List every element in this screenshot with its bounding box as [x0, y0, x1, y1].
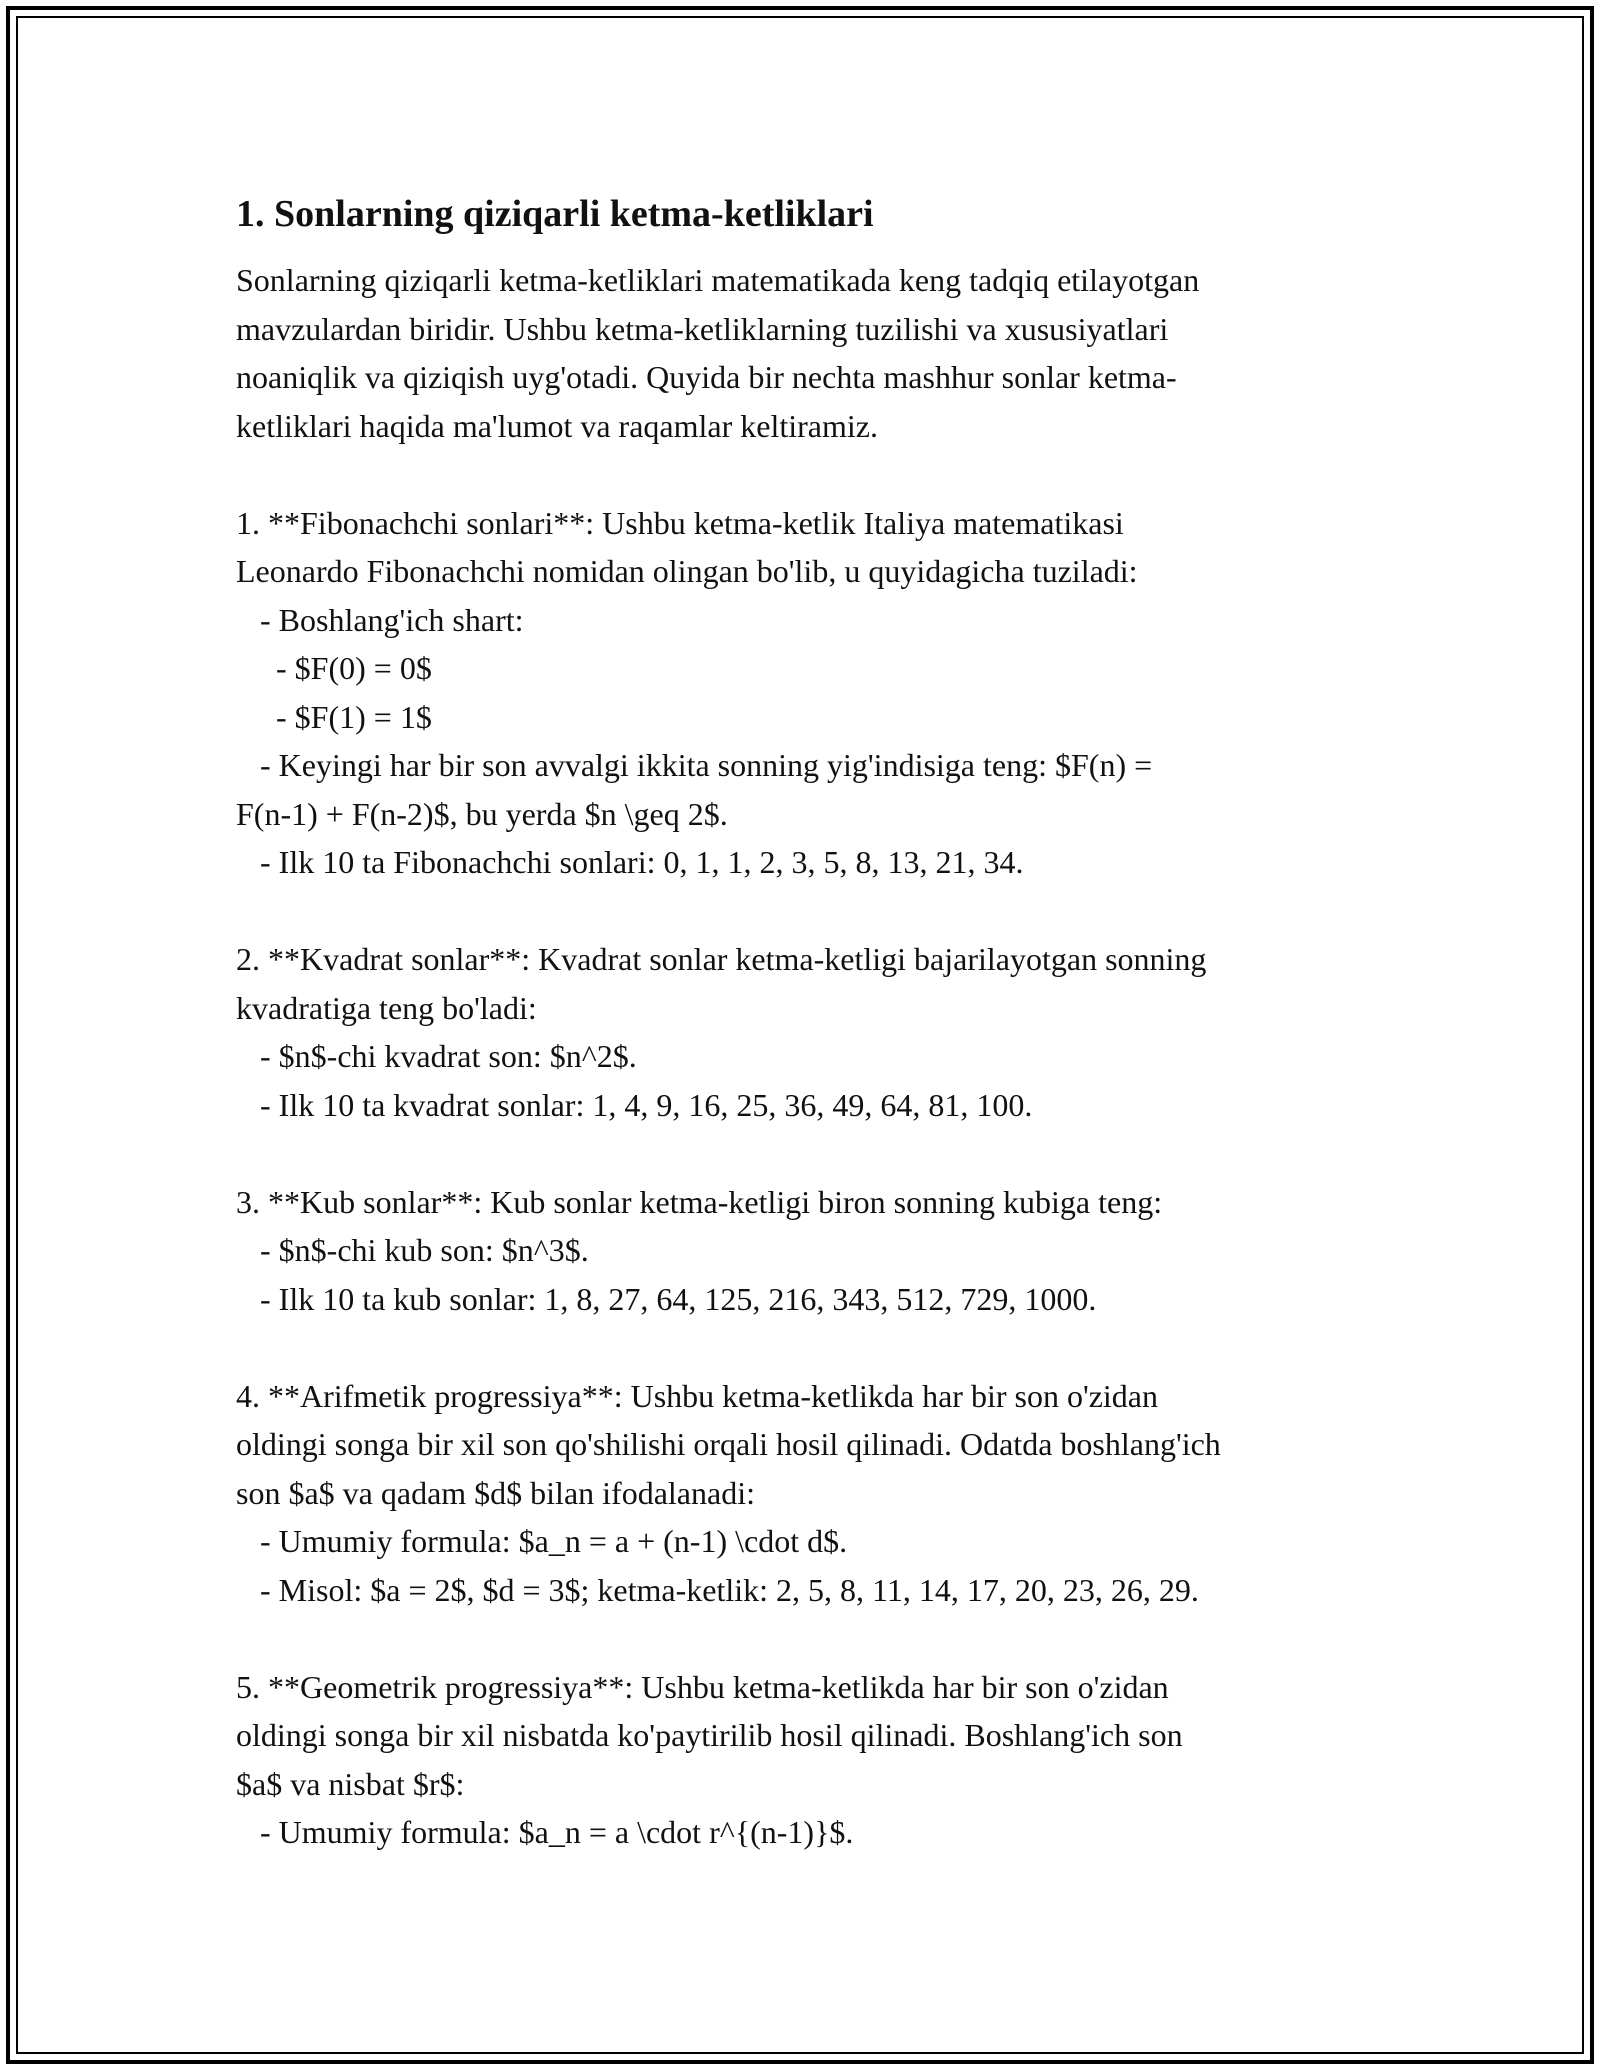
text-line: oldingi songa bir xil son qo'shilishi orqali hosil qilinadi. Odatda boshlang'ich [236, 1426, 1221, 1462]
paragraph-gap [236, 1129, 1376, 1178]
paragraph-gap [236, 450, 1376, 499]
text-line: - Misol: $a = 2$, $d = 3$; ketma-ketlik: 2, 5, 8, 11, 14, 17, 20, 23, 26, 29. [236, 1571, 1199, 1608]
text-line: oldingi songa bir xil nisbatda ko'paytirilib hosil qilinadi. Boshlang'ich son [236, 1717, 1183, 1753]
text-line: - Ilk 10 ta kvadrat sonlar: 1, 4, 9, 16, 25, 36, 49, 64, 81, 100. [236, 1086, 1033, 1123]
text-line: mavzulardan biridir. Ushbu ketma-ketliklarning tuzilishi va xususiyatlari [236, 310, 1169, 347]
text-line: 3. **Kub sonlar**: Kub sonlar ketma-ketligi biron sonning kubiga teng: [236, 1183, 1163, 1220]
text-line: - Umumiy formula: $a_n = a + (n-1) \cdot d$. [236, 1523, 848, 1559]
text-line: son $a$ va qadam $d$ bilan ifodalanadi: [236, 1474, 755, 1511]
section-square-numbers [236, 935, 1376, 1129]
document-title: 1. Sonlarning qiziqarli ketma-ketliklari [236, 193, 874, 235]
section-geometric-progression [236, 1663, 1376, 1857]
text-line: noaniqlik va qiziqish uyg'otadi. Quyida bir nechta mashhur sonlar ketma- [236, 359, 1177, 395]
text-line: kvadratiga teng bo'ladi: [236, 989, 537, 1026]
text-line: Sonlarning qiziqarli ketma-ketliklari matematikada keng tadqiq etilayotgan [236, 262, 1200, 298]
paragraph-gap [236, 887, 1376, 936]
text-line: - $n$-chi kub son: $n^3$. [236, 1232, 589, 1268]
text-line: 4. **Arifmetik progressiya**: Ushbu ketma-ketlikda har bir son o'zidan [236, 1377, 1158, 1414]
section-arithmetic-progression [236, 1372, 1376, 1615]
text-line: - Boshlang'ich shart: [236, 601, 524, 638]
document-body [236, 186, 1376, 1857]
text-line: Leonardo Fibonachchi nomidan olingan bo'lib, u quyidagicha tuziladi: [236, 553, 1138, 589]
text-line: - Ilk 10 ta Fibonachchi sonlari: 0, 1, 1, 2, 3, 5, 8, 13, 21, 34. [236, 844, 1024, 880]
text-line: 5. **Geometrik progressiya**: Ushbu ketma-ketlikda har bir son o'zidan [236, 1668, 1169, 1705]
text-line: - Ilk 10 ta kub sonlar: 1, 8, 27, 64, 125, 216, 343, 512, 729, 1000. [236, 1280, 1097, 1317]
paragraph-gap [236, 1614, 1376, 1663]
section-cube-numbers [236, 1178, 1376, 1324]
text-line: - Keyingi har bir son avvalgi ikkita sonning yig'indisiga teng: $F(n) = [236, 747, 1153, 783]
text-line: - Umumiy formula: $a_n = a \cdot r^{(n-1)}$. [236, 1814, 854, 1850]
text-line: - $n$-chi kvadrat son: $n^2$. [236, 1038, 637, 1074]
text-line: - $F(0) = 0$ [236, 650, 432, 686]
intro-paragraph [236, 256, 1376, 450]
section-fibonacci [236, 499, 1376, 887]
text-line: ketliklari haqida ma'lumot va raqamlar keltiramiz. [236, 407, 878, 444]
text-line: $a$ va nisbat $r$: [236, 1765, 465, 1802]
text-line: 1. **Fibonachchi sonlari**: Ushbu ketma-ketlik Italiya matematikasi [236, 504, 1124, 541]
text-line: 2. **Kvadrat sonlar**: Kvadrat sonlar ketma-ketligi bajarilayotgan sonning [236, 941, 1207, 977]
paragraph-gap [236, 1323, 1376, 1372]
text-line: - $F(1) = 1$ [236, 698, 432, 735]
text-line: F(n-1) + F(n-2)$, bu yerda $n \geq 2$. [236, 795, 728, 832]
